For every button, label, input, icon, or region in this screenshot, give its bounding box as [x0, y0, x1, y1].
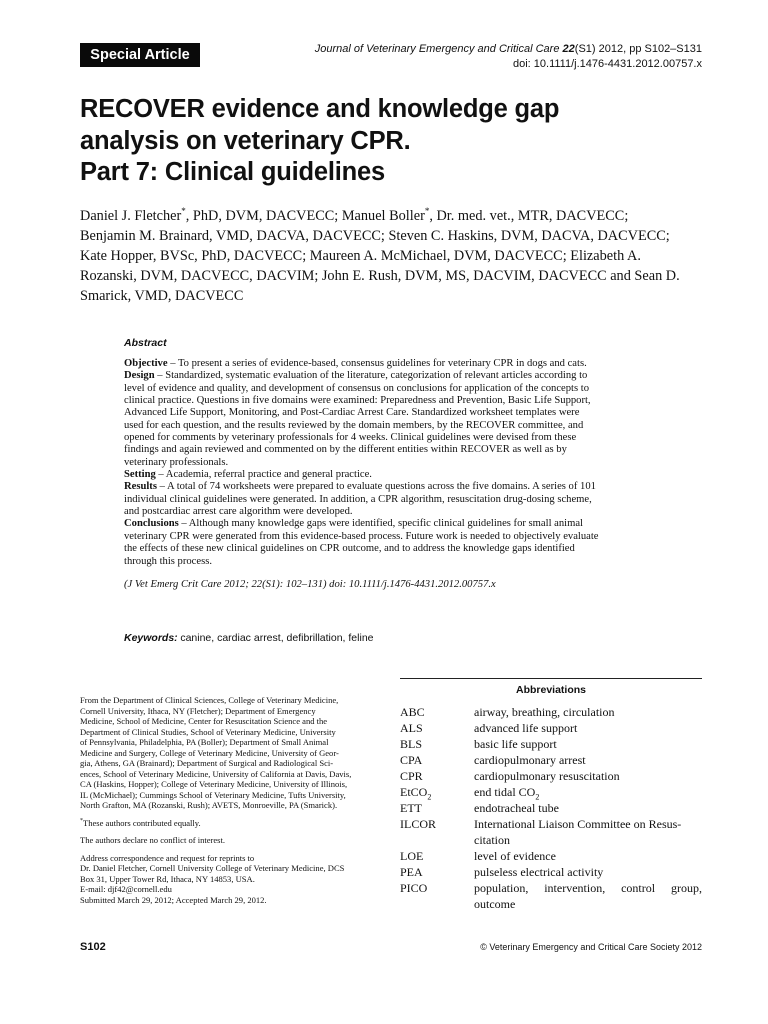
author-text: Kate Hopper, BVSc, PhD, DACVECC; Maureen A. McMichael, DVM, DACVECC; Elizabeth A.: [80, 248, 641, 264]
abstract-text: and postcardiac arrest care algorithm were developed.: [124, 506, 353, 518]
abstract-text: veterinary professionals.: [124, 456, 229, 468]
equal-contribution-mark: *: [80, 817, 83, 824]
abstract-text: used for each question, and the results reviewed by the domain members, by the RECOVER committee, and: [124, 419, 584, 431]
abbreviation-key: ETT: [400, 801, 422, 815]
author-text: Smarick, VMD, DACVECC: [80, 288, 244, 304]
abbreviation-key: BLS: [400, 737, 423, 751]
journal-doi: doi: 10.1111/j.1476-4431.2012.00757.x: [513, 58, 702, 70]
abbreviation-definition: airway, breathing, circulation: [474, 705, 615, 719]
abstract-setting: [124, 469, 656, 481]
title-line: Part 7: Clinical guidelines: [80, 158, 385, 186]
abstract-text: – Although many knowledge gaps were identified, specific clinical guidelines for small animal: [178, 518, 583, 530]
section-label: Design: [124, 370, 155, 382]
article-type-badge: Special Article: [80, 43, 200, 67]
abbreviation-row: [400, 864, 702, 880]
page-number: S102: [80, 941, 106, 953]
abbreviation-key: ALS: [400, 721, 423, 735]
affiliation-line: Cornell University, Ithaca, NY (Fletcher); Department of Emergency: [80, 705, 316, 716]
affiliation-line: of Pennsylvania, Philadelphia, PA (Boller); Department of Small Animal: [80, 737, 329, 747]
equal-contribution-mark: *: [424, 206, 430, 217]
abstract-text: clinical practice. Questions in five domains were examined: Preparedness and Prevention, Basic Life Support,: [124, 395, 591, 407]
abbreviation-key: ABC: [400, 705, 425, 719]
keywords-label: Keywords:: [124, 632, 178, 644]
section-label: Objective: [124, 358, 168, 369]
title-line: analysis on veterinary CPR.: [80, 126, 411, 155]
equal-contribution-text: These authors contributed equally.: [83, 817, 201, 828]
section-label: Conclusions: [124, 518, 179, 530]
abbreviation-key: EtCO$_2$: [400, 785, 432, 802]
affiliation-line: IL (McMichael); Cummings School of Veterinary Medicine, Tufts University,: [80, 789, 346, 800]
conflict-statement: The authors declare no conflict of interest.: [80, 835, 226, 845]
affiliation-line: North Grafton, MA (Rozanski, Rush); AVETS, Monroeville, PA (Smarick).: [80, 800, 338, 810]
affiliation-line: gia, Athens, GA (Brainard); Department of Surgical and Radiological Sci-: [80, 758, 334, 768]
correspondence-line: Dr. Daniel Fletcher, Cornell University College of Veterinary Medicine, DCS: [80, 863, 345, 873]
section-label: Results: [124, 481, 157, 493]
abbreviation-definition: advanced life support: [474, 721, 578, 735]
abbreviation-definition: cardiopulmonary arrest: [474, 753, 586, 767]
journal-volume: 22: [562, 43, 575, 55]
affiliation-line: Medicine and Surgery, College of Veterinary Medicine, University of Geor-: [80, 747, 339, 758]
abbreviation-definition: citation: [474, 833, 510, 847]
abstract-citation: (J Vet Emerg Crit Care 2012; 22(S1): 102–131) doi: 10.1111/j.1476-4431.2012.00757.x: [124, 578, 496, 590]
abbreviations-heading: Abbreviations: [515, 684, 586, 696]
abbreviations-list: [400, 704, 702, 912]
abbreviation-row: [400, 816, 702, 848]
abbreviation-row: [400, 752, 702, 768]
abstract-body: [124, 358, 656, 591]
submission-dates: Submitted March 29, 2012; Accepted March 29, 2012.: [80, 894, 267, 905]
abstract-results: [124, 481, 656, 493]
abbreviation-definition: cardiopulmonary resuscitation: [474, 769, 620, 783]
abstract-heading: Abstract: [124, 337, 167, 349]
keywords-text: canine, cardiac arrest, defibrillation, feline: [180, 632, 374, 644]
abbreviation-definition: basic life support: [474, 737, 557, 751]
abbreviation-row: [400, 880, 702, 912]
abbreviation-key: PICO: [400, 881, 428, 895]
abstract-text: through this process.: [124, 555, 212, 567]
copyright-notice: © Veterinary Emergency and Critical Care Society 2012: [480, 942, 702, 952]
affiliation-footnote: [80, 695, 380, 905]
abbreviation-definition: International Liaison Committee on Resus-: [474, 817, 682, 831]
abbreviation-key: ILCOR: [400, 817, 436, 831]
abstract-text: the effects of these new clinical guidelines on CPR outcome, and to address the knowledge gaps identified: [124, 543, 575, 555]
abbreviation-row: [400, 800, 702, 816]
abbreviation-row: [400, 704, 702, 720]
abstract-text: level of evidence and quality, and development of consensus on conclusions for application of the concepts to: [124, 382, 590, 394]
abbreviation-row: [400, 848, 702, 864]
affiliation-line: CA (Haskins, Hopper); College of Veterinary Medicine, University of Illinois,: [80, 779, 348, 789]
correspondence-line: Address correspondence and request for reprints to: [80, 852, 255, 863]
abstract-conclusions: [124, 518, 656, 530]
abbreviation-key: LOE: [400, 849, 424, 863]
abstract-text: findings and again reviewed and commented on by the different entities within RECOVER as well as by: [124, 444, 567, 456]
abbreviation-row: [400, 720, 702, 736]
abbreviation-key: CPR: [400, 769, 423, 783]
abbreviations-rule: [400, 678, 702, 679]
equal-contribution-mark: *: [181, 206, 186, 217]
correspondence-line: Box 31, Upper Tower Rd, Ithaca, NY 14853, USA.: [80, 873, 255, 884]
affiliation-line: Medicine, School of Medicine, Center for Resuscitation Science and the: [80, 716, 328, 726]
author-text: Rozanski, DVM, DACVECC, DACVIM; John E. Rush, DVM, MS, DACVIM, DACVECC and Sean D.: [80, 268, 680, 284]
affiliation-line: From the Department of Clinical Sciences, College of Veterinary Medicine,: [80, 695, 339, 705]
keywords: [124, 632, 374, 644]
section-label: Setting: [124, 469, 156, 481]
author-text: , Dr. med. vet., MTR, DACVECC;: [429, 208, 629, 224]
journal-issue-pages: (S1) 2012, pp S102–S131: [574, 43, 702, 55]
abbreviation-definition: level of evidence: [474, 849, 556, 863]
abstract-text: Advanced Life Support, Monitoring, and Post-Cardiac Arrest Care. Standardized worksheet templates were: [124, 407, 580, 419]
abbreviation-definition: endotracheal tube: [474, 801, 559, 815]
abstract-text: – A total of 74 worksheets were prepared to evaluate questions across the five domains. A series of 101: [156, 481, 596, 493]
abbreviation-row: [400, 736, 702, 752]
abstract-text: veterinary CPR were generated from this evidence-based process. Future work is needed to objectively evaluate: [124, 530, 599, 542]
equal-contribution-note: [80, 818, 380, 829]
abstract-text: – Standardized, systematic evaluation of the literature, categorization of relevant articles according to: [154, 370, 588, 382]
abbreviation-definition: pulseless electrical activity: [474, 865, 604, 879]
abstract-objective: [124, 358, 656, 370]
abstract-text: – Academia, referral practice and general practice.: [155, 469, 372, 481]
affiliation-line: ences, School of Veterinary Medicine, University of California at Davis, Davis,: [80, 768, 352, 779]
journal-name: Journal of Veterinary Emergency and Critical Care: [314, 43, 560, 55]
affiliation-line: Department of Clinical Studies, School of Veterinary Medicine, University: [80, 726, 336, 737]
abstract-text: individual clinical guidelines were generated. In addition, a CPR algorithm, resuscitation drug-dosing scheme,: [124, 493, 592, 505]
author-text: , PhD, DVM, DACVECC; Manuel Boller: [185, 208, 425, 224]
abstract-design: [124, 370, 656, 382]
article-title: [80, 94, 700, 189]
abbreviation-row: [400, 768, 702, 784]
abbreviation-definition: outcome: [474, 897, 516, 911]
author-text: Daniel J. Fletcher: [80, 208, 182, 224]
abstract-text: opened for comments by veterinary professionals for 4 weeks. Clinical guidelines were devised from these: [124, 432, 577, 444]
author-text: Benjamin M. Brainard, VMD, DACVA, DACVECC; Steven C. Haskins, DVM, DACVA, DACVECC;: [80, 228, 670, 244]
abbreviation-row: [400, 784, 702, 800]
abbreviation-definition: population, intervention, control group,: [474, 881, 702, 895]
journal-reference: [282, 42, 702, 72]
abstract-text: – To present a series of evidence-based, consensus guidelines for veterinary CPR in dogs and cats.: [167, 358, 587, 369]
abbreviation-key: PEA: [400, 865, 423, 879]
author-list: [80, 206, 720, 306]
title-line: RECOVER evidence and knowledge gap: [80, 95, 560, 123]
correspondence-email[interactable]: E-mail: djf42@cornell.edu: [80, 884, 172, 894]
abbreviation-key: CPA: [400, 753, 423, 767]
abbreviation-definition: end tidal $CO_2$: [474, 785, 540, 802]
